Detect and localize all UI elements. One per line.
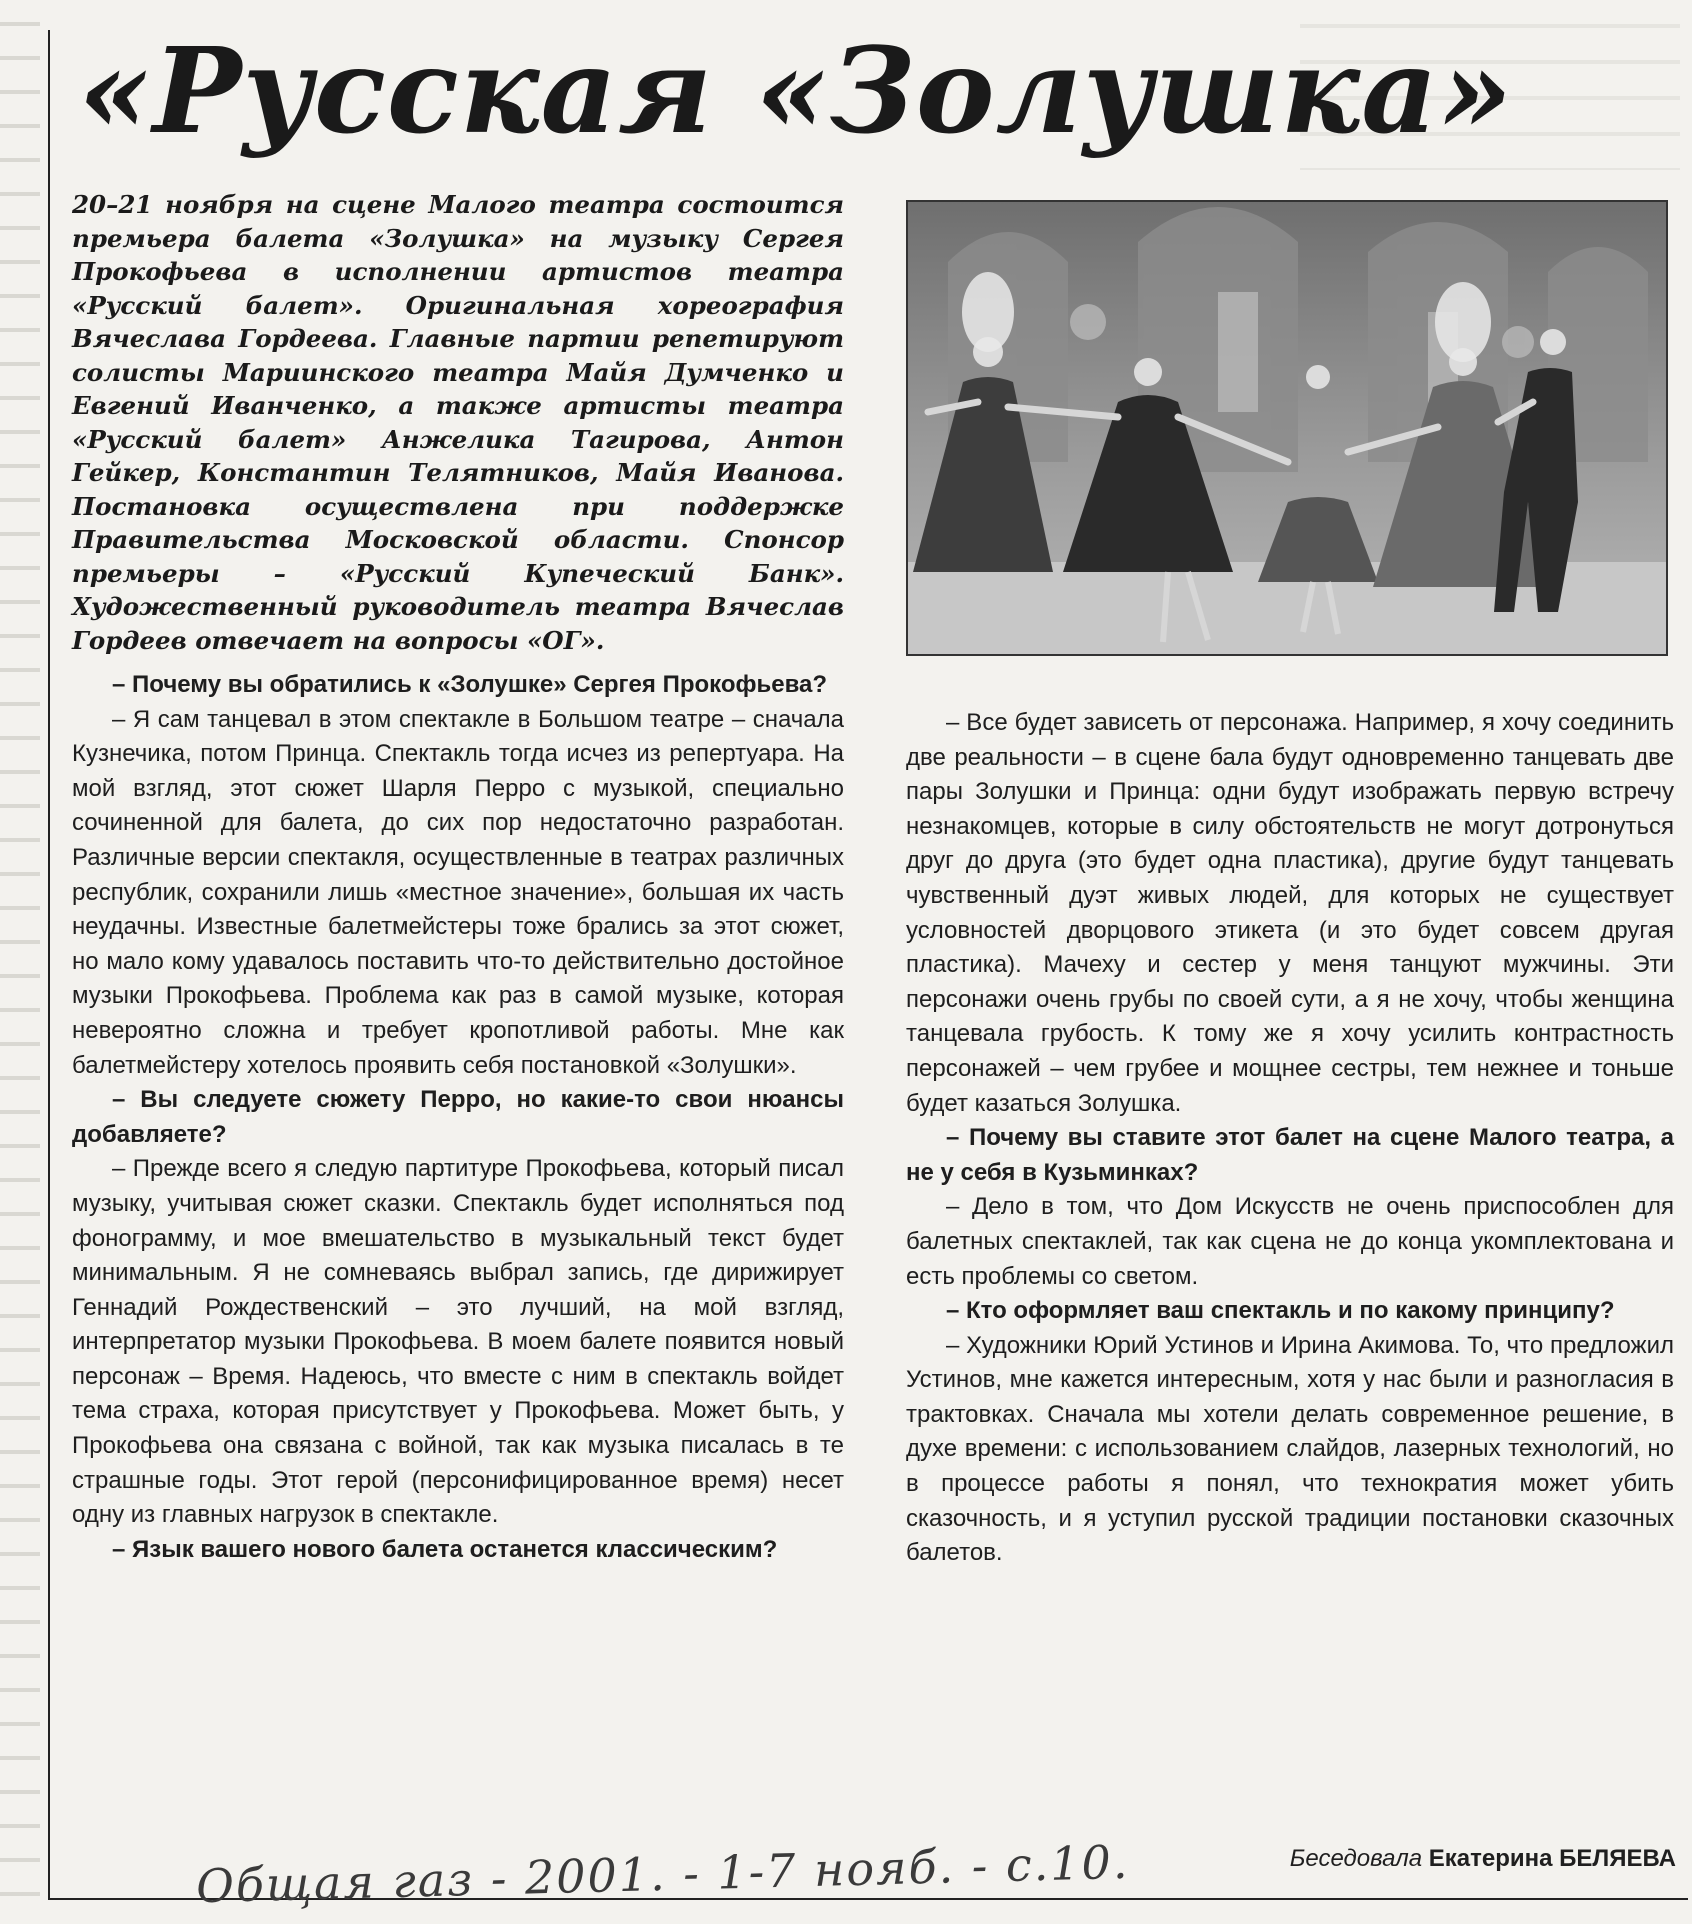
byline	[1080, 1842, 1676, 1876]
answer-4: – Дело в том, что Дом Искусств не очень приспособлен для балетных спектаклей, так как сцена не до конца укомплектована и есть проблемы со светом.	[906, 1193, 1674, 1290]
byline-author: Екатерина БЕЛЯЕВА	[1428, 1845, 1676, 1872]
answer-3: – Все будет зависеть от персонажа. Например, я хочу соединить две реальности – в сцене бала будут одновременно танцевать две пары Золушки и Принца: одни будут изображать первую встречу незнакомцев, которые в силу обстоятельств не могут дотронуться друг до друга (это будет одна пластика), другие будут танцевать чувственный дуэт живых людей, для которых не существует условностей дворцового этикета (и это будет совсем другая пластика). Мачеху и сестер у меня танцуют мужчины. Эти персонажи очень грубы по своей сути, а я не хочу, чтобы женщина танцевала грубость. К тому же я хочу усилить контрастность персонажей – чем грубее и мощнее сестры, тем нежнее и тоньше будет казаться Золушка.	[906, 709, 1674, 1117]
question-5: – Кто оформляет ваш спектакль и по какому принципу?	[946, 1297, 1615, 1325]
answer-1: – Я сам танцевал в этом спектакле в Большом театре – сначала Кузнечика, потом Принца. Спектакль тогда исчез из репертуара. На мой взгляд, этот сюжет Шарля Перро с музыкой, специально сочиненной для балета, до сих пор недостаточно разработан. Различные версии спектакля, осуществленные в театрах различных республик, сохранили лишь «местное значение», большая их часть неудачны. Известные балетмейстеры тоже брались за этот сюжет, но мало кому удавалось поставить что-то действительно достойное музыки Прокофьева. Проблема как раз в самой музыке, которая невероятно сложна и требует кропотливой работы. Мне как балетмейстеру хотелось проявить себя постановкой «Золушки».	[72, 705, 844, 1079]
question-1: – Почему вы обратились к «Золушке» Сергея Прокофьева?	[112, 671, 828, 698]
byline-role: Беседовала	[1289, 1845, 1423, 1872]
left-border-rule	[48, 30, 50, 1900]
question-2: – Вы следуете сюжету Перро, но какие-то свои нюансы добавляете?	[72, 1086, 844, 1148]
right-column	[906, 706, 1674, 1571]
handwritten-source-note: Общая газ - 2001. - 1-7 нояб. - с.10.	[195, 1834, 1131, 1914]
question-4: – Почему вы ставите этот балет на сцене Малого театра, а не у себя в Кузьминках?	[906, 1124, 1674, 1186]
article-lead: 20–21 ноября на сцене Малого театра состоится премьера балета «Золушка» на музыку Сергея Прокофьева в исполнении артистов театра «Русский балет». Оригинальная хореография Вячеслава Гордеева. Главные партии репетируют солисты Мариинского театра Майя Думченко и Евгений Иванченко, а также артисты театра «Русский балет» Анжелика Тагирова, Антон Гейкер, Константин Телятников, Майя Иванова. Постановка осуществлена при поддержке Правительства Московской области. Спонсор премьеры – «Русский Купеческий Банк». Художественный руководитель театра Вячеслав Гордеев отвечает на вопросы «ОГ».	[72, 190, 844, 655]
answer-2: – Прежде всего я следую партитуре Прокофьева, который писал музыку, учитывая сюжет сказки. Спектакль будет исполняться под фонограмму, и мое вмешательство в музыкальный текст будет минимальным. Я не сомневаясь выбрал запись, где дирижирует Геннадий Рождественский – это лучший, на мой взгляд, интерпретатор музыки Прокофьева. В моем балете появится новый персонаж – Время. Надеюсь, что вместе с ним в спектакль войдет тема страха, которая присутствует у Прокофьева. Может быть, у Прокофьева она связана с войной, так как музыка писалась в те страшные годы. Этот герой (персонифицированное время) несет одну из главных нагрузок в спектакле.	[72, 1155, 844, 1529]
ballet-scene-illustration	[908, 202, 1666, 654]
ballet-photo	[906, 200, 1668, 656]
question-3: – Язык вашего нового балета останется классическим?	[112, 1535, 778, 1563]
answer-5: – Художники Юрий Устинов и Ирина Акимова. То, что предложил Устинов, мне кажется интересным, хотя у нас были и разногласия в трактовках. Сначала мы хотели делать современное решение, в духе времени: с использованием слайдов, лазерных технологий, но в процессе работы я понял, что технократия может убить сказочность, и я уступил русской традиции постановки сказочных балетов.	[906, 1331, 1674, 1567]
left-column	[72, 668, 844, 1567]
article-title: «Русская «Золушка»	[78, 21, 1514, 160]
